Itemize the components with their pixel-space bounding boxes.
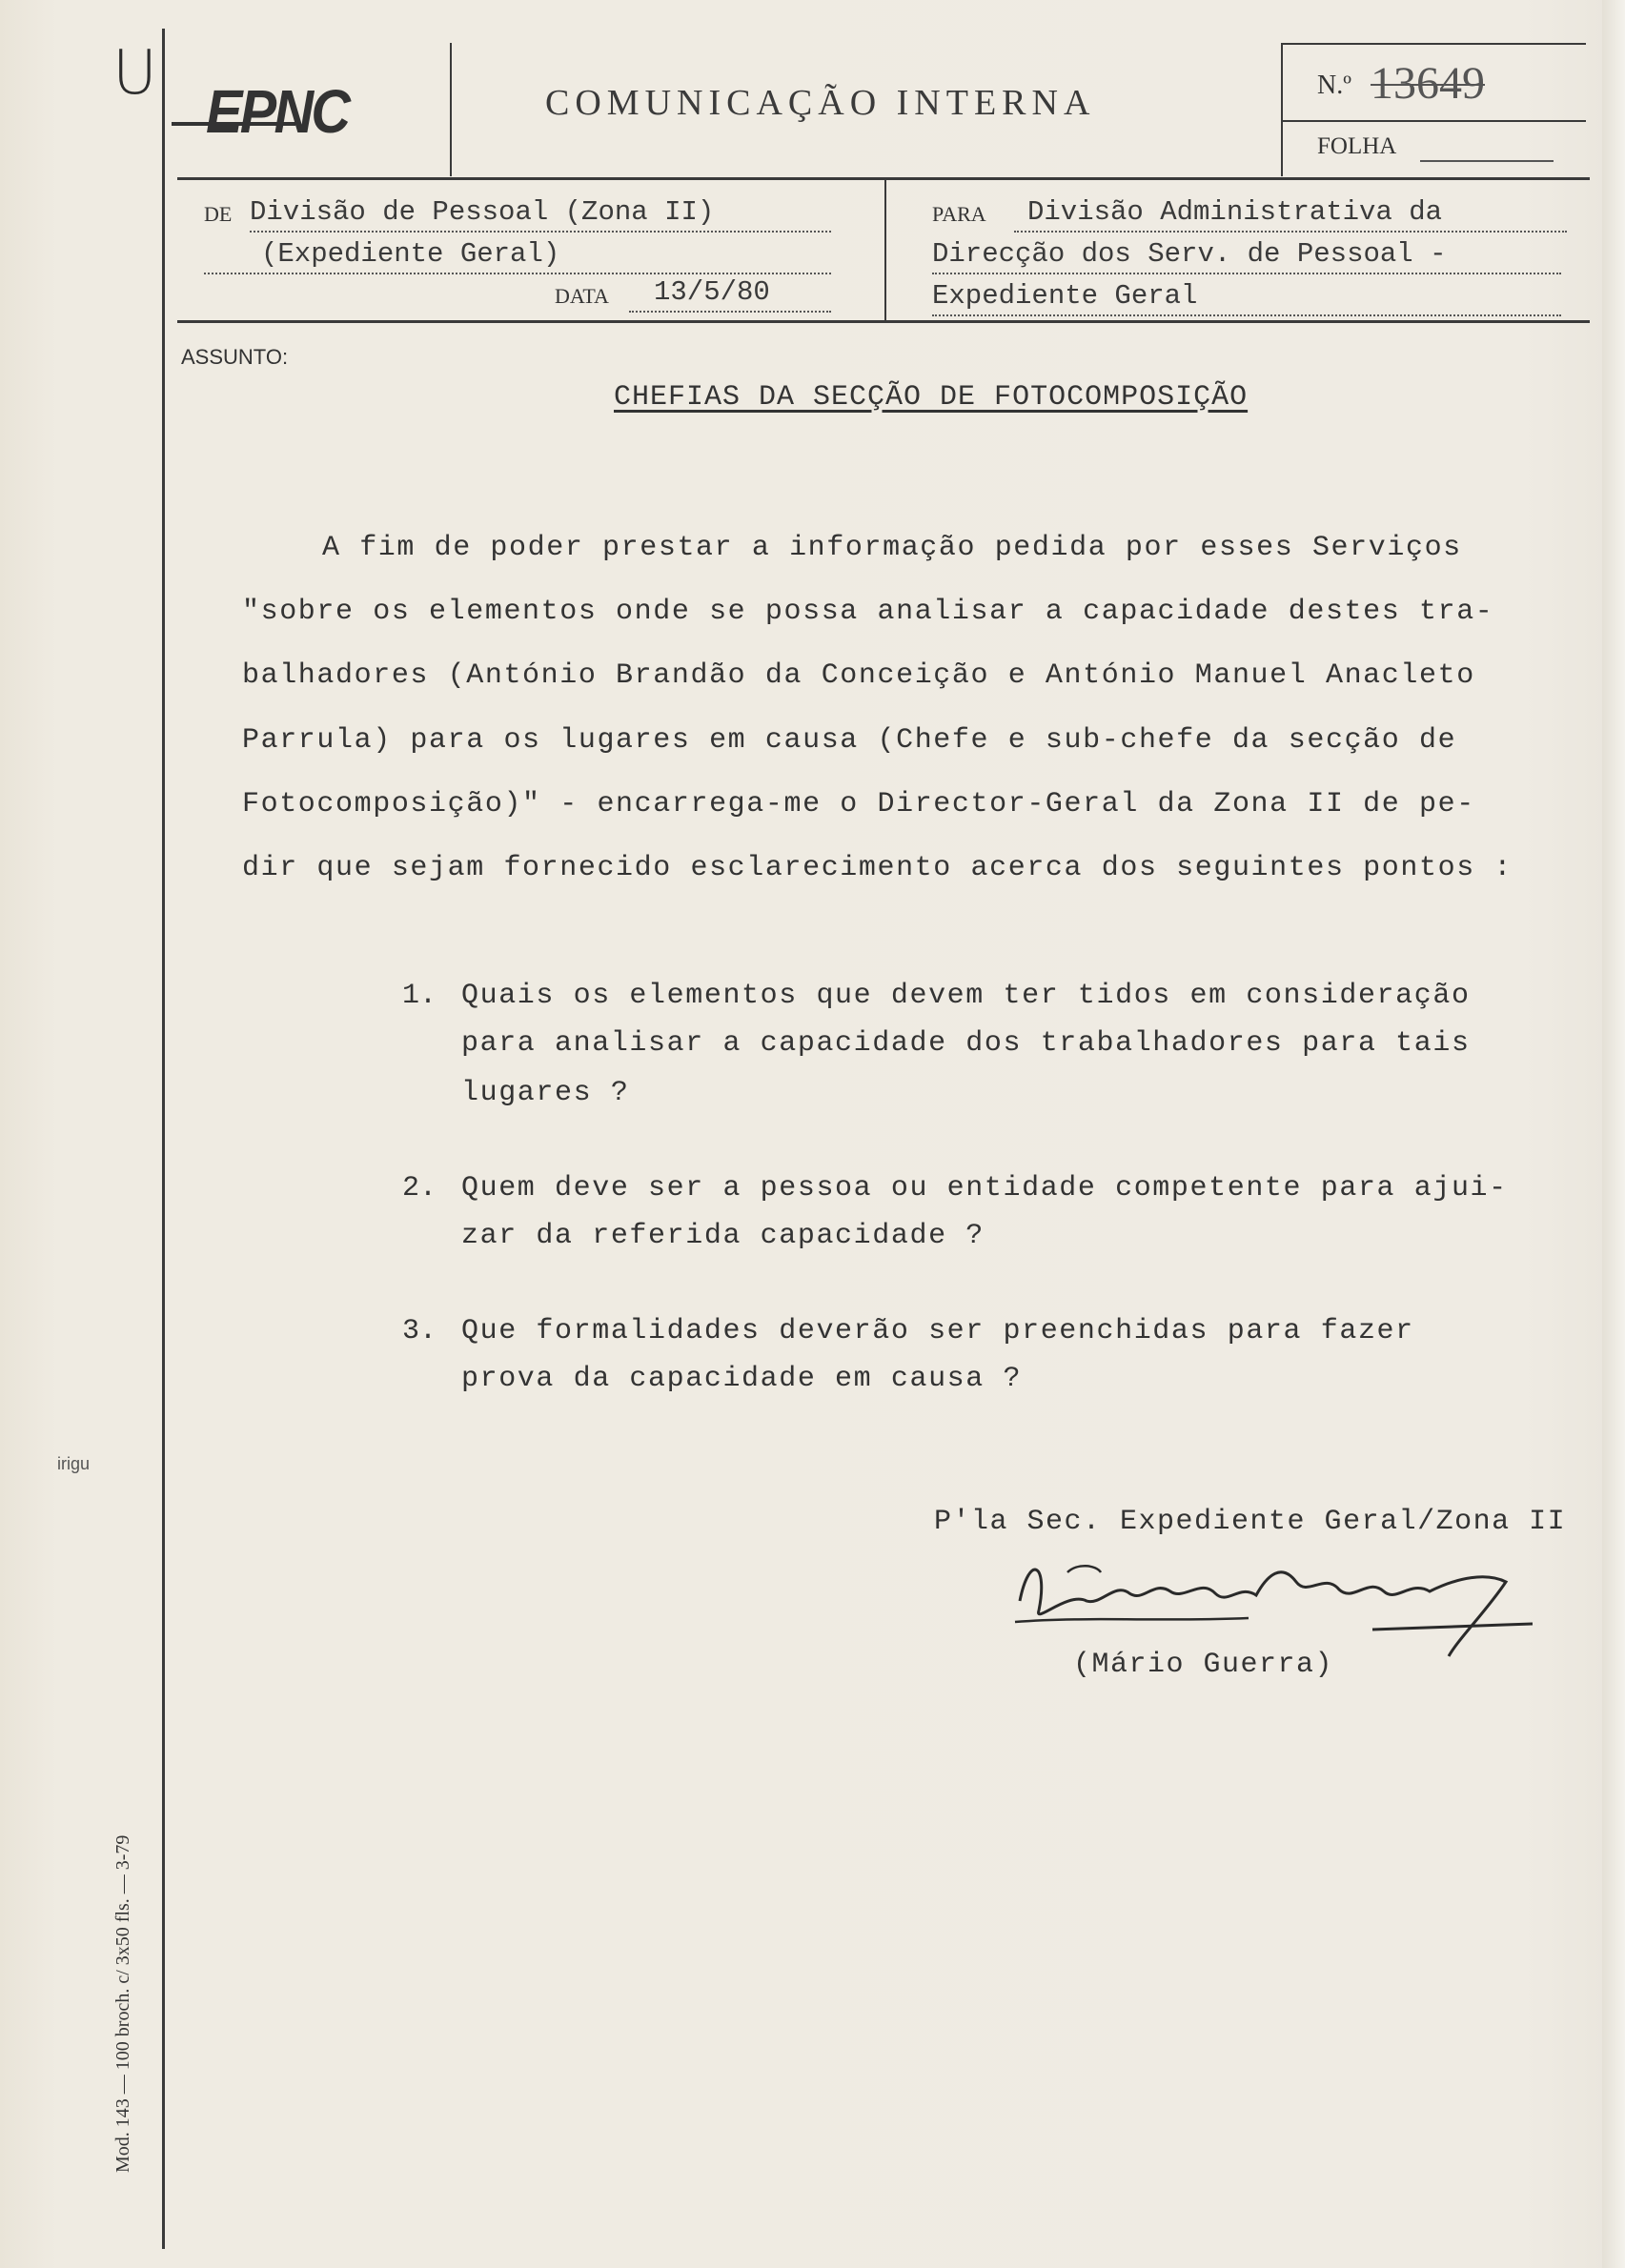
routing-divider	[884, 179, 886, 320]
data-value: 13/5/80	[629, 274, 831, 313]
point-line: Quais os elementos que devem ter tidos em consideração	[461, 980, 1471, 1012]
body-line: balhadores (António Brandão da Conceição e António Manuel Anacleto	[242, 659, 1475, 692]
point-line: Quem deve ser a pessoa ou entidade competente para ajui-	[461, 1172, 1508, 1205]
left-margin-line	[162, 29, 165, 2249]
number-value: 13649	[1371, 58, 1485, 109]
closing-line: P'la Sec. Expediente Geral/Zona II	[934, 1506, 1567, 1538]
point-line: Que formalidades deverão ser preenchidas para fazer	[461, 1315, 1414, 1347]
header-divider-right	[1281, 43, 1283, 176]
handwritten-signature	[1010, 1534, 1544, 1658]
point-line: lugares ?	[461, 1077, 630, 1109]
epnc-logo: EPNC	[206, 77, 349, 146]
form-title: COMUNICAÇÃO INTERNA	[545, 83, 1096, 123]
para-label: PARA	[932, 202, 986, 226]
de-label: DE	[204, 202, 233, 226]
signer-name: (Mário Guerra)	[1073, 1649, 1334, 1681]
page-edge	[1602, 0, 1625, 2268]
folha-label: FOLHA	[1317, 133, 1397, 159]
margin-fragment: irigu	[57, 1454, 91, 1473]
body-line: A fim de poder prestar a informação pedida por esses Serviços	[322, 532, 1462, 564]
folha-blank-line	[1420, 160, 1554, 162]
de-value-line1: Divisão de Pessoal (Zona II)	[250, 194, 831, 233]
number-label: N.º	[1317, 71, 1351, 100]
point-line: prova da capacidade em causa ?	[461, 1363, 1023, 1395]
header-bottom-line	[177, 177, 1590, 180]
point-line: para analisar a capacidade dos trabalhadores para tais	[461, 1027, 1471, 1060]
de-value-line2: (Expediente Geral)	[204, 236, 831, 274]
point-number: 2.	[402, 1172, 437, 1205]
assunto-label: ASSUNTO:	[181, 345, 289, 369]
point-number: 3.	[402, 1315, 437, 1347]
header-divider-left	[450, 43, 452, 176]
subject-heading: CHEFIAS DA SECÇÃO DE FOTOCOMPOSIÇÃO	[614, 381, 1249, 414]
body-line: Fotocomposição)" - encarrega-me o Director-Geral da Zona II de pe-	[242, 788, 1475, 820]
para-value-line1: Divisão Administrativa da	[1014, 194, 1567, 233]
routing-bottom-line	[177, 320, 1590, 323]
body-line: dir que sejam fornecido esclarecimento acerca dos seguintes pontos :	[242, 852, 1513, 884]
body-line: Parrula) para os lugares em causa (Chefe e sub-chefe da secção de	[242, 724, 1457, 757]
data-label: DATA	[555, 284, 609, 308]
point-number: 1.	[402, 980, 437, 1012]
form-model-code: Mod. 143 — 100 broch. c/ 3x50 fls. — 3-79	[112, 1834, 133, 2173]
body-line: "sobre os elementos onde se possa analisar a capacidade destes tra-	[242, 596, 1494, 628]
point-line: zar da referida capacidade ?	[461, 1220, 985, 1252]
number-box-top	[1281, 43, 1586, 45]
para-value-line3: Expediente Geral	[932, 278, 1561, 316]
handwritten-mark: U	[112, 38, 157, 109]
number-box-mid	[1281, 120, 1586, 122]
para-value-line2: Direcção dos Serv. de Pessoal -	[932, 236, 1561, 274]
